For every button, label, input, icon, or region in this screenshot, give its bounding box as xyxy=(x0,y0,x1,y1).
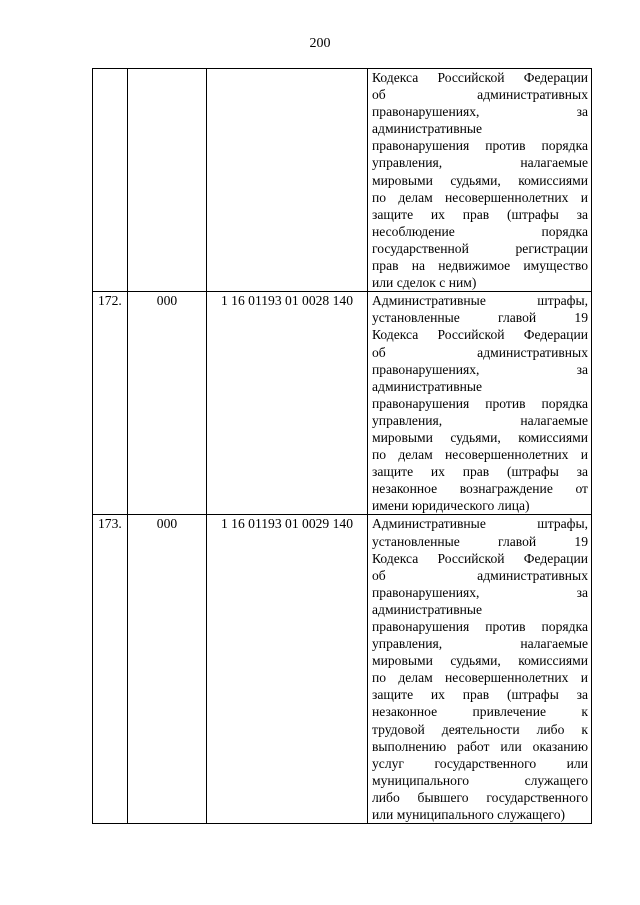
table-body xyxy=(93,69,592,824)
row-number-cell: 173. xyxy=(93,515,128,824)
administrator-code-cell xyxy=(128,69,207,292)
budget-codes-table xyxy=(92,68,592,824)
row-number-cell: 172. xyxy=(93,292,128,515)
table-row xyxy=(93,292,592,515)
revenue-name-line: административные xyxy=(372,601,483,617)
revenue-name-line: управления, налагаемые xyxy=(372,155,588,171)
revenue-name-line: Административные штрафы, xyxy=(372,516,588,532)
revenue-name-line: защите их прав (штрафы за xyxy=(372,464,588,480)
revenue-name-line: правонарушения против порядка xyxy=(372,395,588,411)
revenue-name-line: установленные главой 19 xyxy=(372,310,588,326)
revenue-name-line: Кодекса Российской Федерации xyxy=(372,70,588,85)
revenue-name-line: правонарушения против порядка xyxy=(372,619,588,634)
revenue-name-line: государственной регистрации xyxy=(372,240,588,256)
revenue-name-line: правонарушения против порядка xyxy=(372,138,588,154)
revenue-name-line: правонарушениях, за xyxy=(372,104,588,120)
table-row xyxy=(93,69,592,292)
revenue-name-cell xyxy=(368,515,592,824)
revenue-name-line: по делам несовершеннолетних и xyxy=(372,447,588,463)
revenue-name-line: услуг государственного или xyxy=(372,755,588,771)
revenue-name-cell xyxy=(368,292,592,515)
administrator-code-cell: 000 xyxy=(128,515,207,824)
revenue-name-line: или сделок с ним) xyxy=(372,275,477,291)
revenue-name-line: по делам несовершеннолетних и xyxy=(372,670,588,686)
revenue-name-line: управления, налагаемые xyxy=(372,412,588,428)
budget-classification-code-cell xyxy=(207,69,368,292)
revenue-name-line: об административных xyxy=(372,344,588,360)
revenue-name-line: защите их прав (штрафы за xyxy=(372,687,588,703)
revenue-name-line: мировыми судьями, комиссиями xyxy=(372,429,588,445)
revenue-name-line: Кодекса Российской Федерации xyxy=(372,327,588,343)
revenue-name-line: управления, налагаемые xyxy=(372,636,588,652)
revenue-name-line: незаконное привлечение к xyxy=(372,704,588,720)
revenue-name-line: административные xyxy=(372,121,483,137)
table-row xyxy=(93,515,592,824)
revenue-name-line: имени юридического лица) xyxy=(372,498,530,514)
revenue-name-line: правонарушениях, за xyxy=(372,584,588,600)
revenue-name-line: трудовой деятельности либо к xyxy=(372,721,588,737)
revenue-name-line: административные xyxy=(372,378,483,394)
page-number: 200 xyxy=(309,36,331,51)
row-number-cell xyxy=(93,69,128,292)
revenue-name-line: об административных xyxy=(372,567,588,583)
revenue-name-line: мировыми судьями, комиссиями xyxy=(372,172,588,188)
revenue-name-line: Кодекса Российской Федерации xyxy=(372,550,588,566)
revenue-name-line: выполнению работ или оказанию xyxy=(372,738,588,754)
revenue-name-line: Административные штрафы, xyxy=(372,293,588,309)
revenue-name-line: либо бывшего государственного xyxy=(372,789,588,805)
revenue-name-line: муниципального служащего xyxy=(372,772,588,788)
budget-classification-code-cell: 1 16 01193 01 0029 140 xyxy=(207,515,368,824)
revenue-name-line: прав на недвижимое имущество xyxy=(372,258,588,274)
revenue-name-line: об административных xyxy=(372,87,588,103)
revenue-name-line: мировыми судьями, комиссиями xyxy=(372,653,588,669)
administrator-code-cell: 000 xyxy=(128,292,207,515)
revenue-name-line: правонарушениях, за xyxy=(372,361,588,377)
revenue-name-line: установленные главой 19 xyxy=(372,533,588,549)
revenue-name-line: несоблюдение порядка xyxy=(372,223,588,239)
revenue-name-cell xyxy=(368,69,592,292)
revenue-name-line: незаконное вознаграждение от xyxy=(372,481,588,497)
budget-classification-code-cell: 1 16 01193 01 0028 140 xyxy=(207,292,368,515)
revenue-name-line: по делам несовершеннолетних и xyxy=(372,189,588,205)
revenue-name-line: или муниципального служащего) xyxy=(372,807,566,823)
revenue-name-line: защите их прав (штрафы за xyxy=(372,206,588,222)
